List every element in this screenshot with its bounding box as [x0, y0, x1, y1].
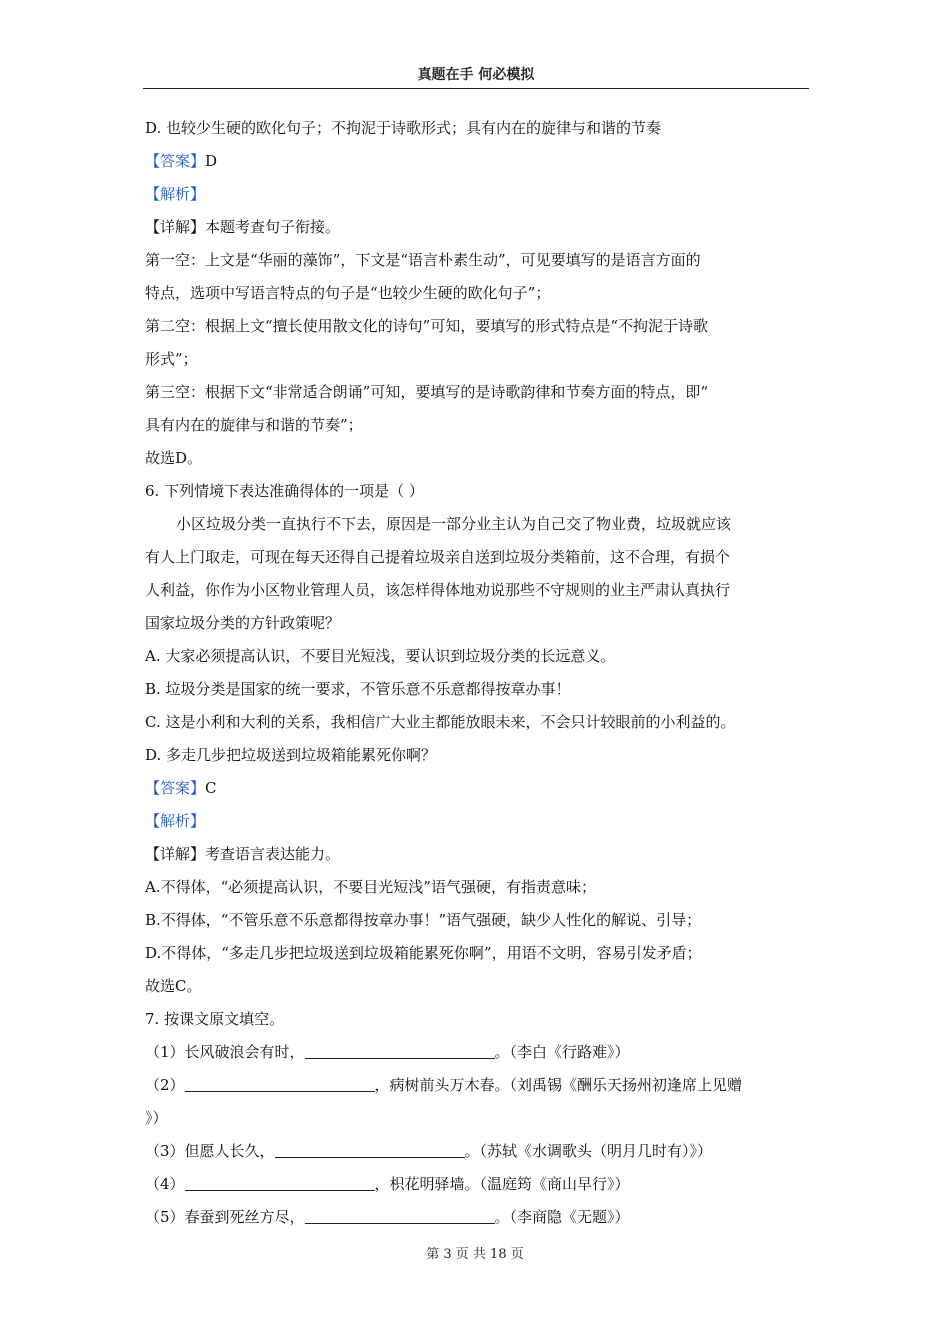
- q6-passage-line: 小区垃圾分类一直执行不下去，原因是一部分业主认为自己交了物业费，垃圾就应该: [176, 515, 732, 533]
- answer-value: D: [205, 152, 218, 170]
- answer-value: C: [205, 779, 217, 797]
- answer-tag: 【答案】: [145, 152, 206, 170]
- q6-stem: 6. 下列情境下表达准确得体的一项是（ ）: [145, 482, 424, 500]
- q5-line: 形式”；: [145, 350, 198, 368]
- q7-item-2-cont: [145, 1102, 807, 1135]
- q7-stem: 7. 按课文原文填空。: [145, 1010, 285, 1028]
- document-body: [145, 112, 807, 1234]
- q7-item-text: （3）但愿人长久，: [145, 1142, 275, 1160]
- q5-line: 故选D。: [145, 449, 203, 467]
- q7-item-text: 》）: [145, 1109, 168, 1127]
- q6-analysis-tag: 【解析】: [145, 812, 206, 830]
- q6-line: 故选C。: [145, 977, 202, 995]
- answer-tag: 【答案】: [145, 779, 206, 797]
- q7-item-2: [145, 1069, 807, 1102]
- q7-item-text: （5）春蚕到死丝方尽，: [145, 1208, 305, 1226]
- q6-line: B.不得体，“不管乐意不乐意都得按章办事！”语气强硬，缺少人性化的解说、引导；: [145, 911, 702, 929]
- q5-line: 第一空：上文是“华丽的藻饰”，下文是“语言朴素生动”，可见要填写的是语言方面的: [145, 251, 701, 269]
- fill-blank[interactable]: [305, 1040, 495, 1059]
- q6-answer: [145, 772, 807, 805]
- q6-passage-line: 国家垃圾分类的方针政策呢？: [145, 614, 341, 632]
- q7-item-text: （4）: [145, 1175, 185, 1193]
- q5-answer: [145, 145, 807, 178]
- q7-item-source: ，枳花明驿墙。（温庭筠《商山早行》）: [374, 1175, 630, 1193]
- q6-option-d: D. 多走几步把垃圾送到垃圾箱能累死你啊？: [145, 746, 437, 764]
- q6-option-b: B. 垃圾分类是国家的统一要求，不管乐意不乐意都得按章办事！: [145, 680, 571, 698]
- q5-line: 第二空：根据上文“擅长使用散文化的诗句”可知，要填写的形式特点是“不拘泥于诗歌: [145, 317, 709, 335]
- q7-item-text: （1）长风破浪会有时，: [145, 1043, 305, 1061]
- q7-item-source: 。（苏轼《水调歌头（明月几时有）》）: [464, 1142, 713, 1160]
- q6-line: A.不得体，“必须提高认识，不要目光短浅”语气强硬，有指责意味；: [145, 878, 596, 896]
- q6-option-c: C. 这是小利和大利的关系，我相信广大业主都能放眼未来，不会只计较眼前的小利益的。: [145, 713, 736, 731]
- q6-option-a: A. 大家必须提高认识，不要目光短浅，要认识到垃圾分类的长远意义。: [145, 647, 616, 665]
- fill-blank[interactable]: [275, 1139, 465, 1158]
- q7-item-source: 。（李商隐《无题》）: [494, 1208, 630, 1226]
- q6-passage-line: 有人上门取走，可现在每天还得自己提着垃圾亲自送到垃圾分类箱前，这不合理，有损个: [145, 548, 731, 566]
- q5-line: 具有内在的旋律与和谐的节奏”；: [145, 416, 363, 434]
- q5-analysis-tag: 【解析】: [145, 185, 206, 203]
- q7-item-3: [145, 1135, 807, 1168]
- q7-item-5: [145, 1201, 807, 1234]
- header-divider: [143, 88, 809, 89]
- q7-item-source: ，病树前头万木春。（刘禹锡《酬乐天扬州初逢席上见赠: [374, 1076, 743, 1094]
- q5-line: 特点，选项中写语言特点的句子是“也较少生硬的欧化句子”；: [145, 284, 551, 302]
- fill-blank[interactable]: [305, 1205, 495, 1224]
- q5-option-d: D. 也较少生硬的欧化句子；不拘泥于诗歌形式；具有内在的旋律与和谐的节奏: [145, 119, 662, 137]
- q6-detail: 【详解】考查语言表达能力。: [145, 845, 341, 863]
- page-header: 真题在手 何必模拟: [417, 67, 535, 83]
- q7-item-1: [145, 1036, 807, 1069]
- q7-item-text: （2）: [145, 1076, 185, 1094]
- q7-item-4: [145, 1168, 807, 1201]
- fill-blank[interactable]: [185, 1073, 375, 1092]
- q5-detail: 【详解】本题考查句子衔接。: [145, 218, 341, 236]
- q5-line: 第三空：根据下文“非常适合朗诵”可知，要填写的是诗歌韵律和节奏方面的特点，即“: [145, 383, 709, 401]
- fill-blank[interactable]: [185, 1172, 375, 1191]
- page-footer: 第 3 页 共 18 页: [426, 1247, 524, 1262]
- q6-passage-line: 人利益，你作为小区物业管理人员，该怎样得体地劝说那些不守规则的业主严肃认真执行: [145, 581, 731, 599]
- q6-line: D.不得体，“多走几步把垃圾送到垃圾箱能累死你啊”，用语不文明，容易引发矛盾；: [145, 944, 702, 962]
- q7-item-source: 。（李白《行路难》）: [494, 1043, 630, 1061]
